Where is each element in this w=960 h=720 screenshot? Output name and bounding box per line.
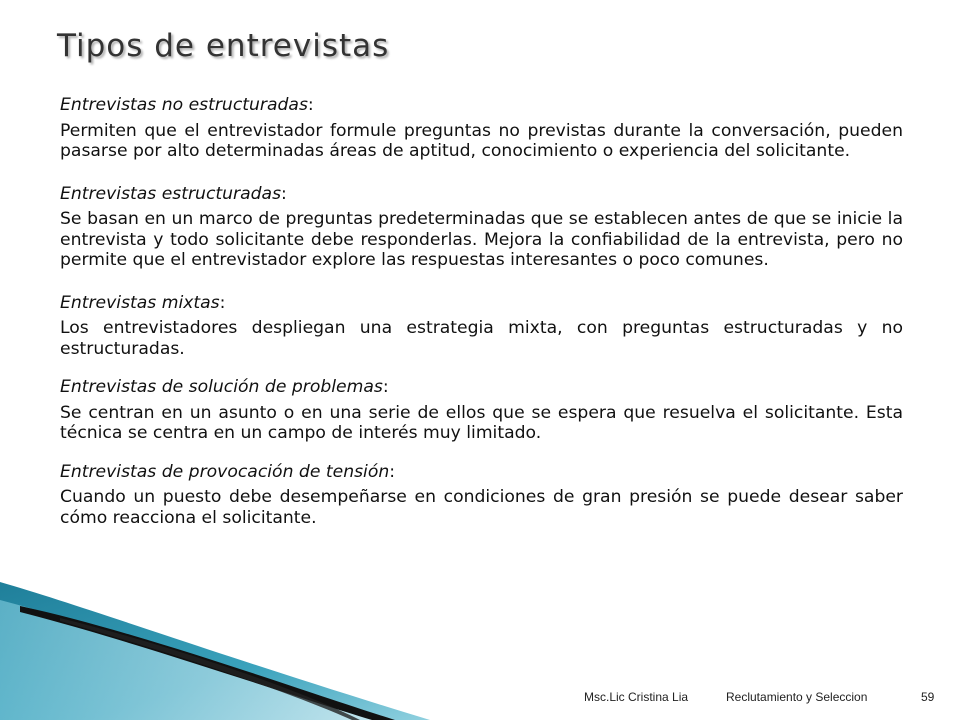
wave-shapes (0, 582, 430, 720)
section-heading-estructuradas: Entrevistas estructuradas : (60, 184, 903, 205)
light-wave (0, 600, 380, 720)
section-body-no-estructuradas: Permiten que el entrevistador formule preguntas no previstas durante la conversación, pueden pasarse por alto determinadas áreas de aptitud, conocimiento o experiencia del solicitante. (60, 120, 903, 161)
footer-topic: Reclutamiento y Seleccion (726, 690, 868, 704)
section-heading-provocacion-tension: Entrevistas de provocación de tensión : (60, 462, 903, 483)
footer-page-number: 59 (921, 690, 935, 704)
dark-swoosh (20, 606, 395, 720)
section-heading-solucion-problemas: Entrevistas de solución de problemas : (60, 377, 903, 398)
section-body-provocacion-tension: Cuando un puesto debe desempeñarse en condiciones de gran presión se puede desear saber cómo reacciona el solicitante. (60, 487, 903, 528)
slide-content (60, 95, 903, 550)
section-heading-mixtas: Entrevistas mixtas : (60, 293, 903, 314)
footer-author: Msc.Lic Cristina Lia (584, 690, 689, 704)
section-body-solucion-problemas: Se centran en un asunto o en una serie de ellos que se espera que resuelva el solicitante. Esta técnica se centra en un campo de interés muy limitado. (60, 402, 903, 443)
teal-wave (0, 582, 430, 720)
slide-title: Tipos de entrevistas (57, 28, 390, 64)
section-heading-no-estructuradas: Entrevistas no estructuradas : (60, 95, 903, 116)
thin-dark-line (60, 618, 360, 720)
section-body-estructuradas: Se basan en un marco de preguntas predeterminadas que se establecen antes de que se inicie la entrevista y todo solicitante debe responderlas. Mejora la confiabilidad de la entrevista, pero no permite que el entrevistador explore las respuestas interesantes o poco comunes. (60, 209, 903, 270)
section-body-mixtas: Los entrevistadores despliegan una estrategia mixta, con preguntas estructuradas y no estructuradas. (60, 318, 903, 359)
